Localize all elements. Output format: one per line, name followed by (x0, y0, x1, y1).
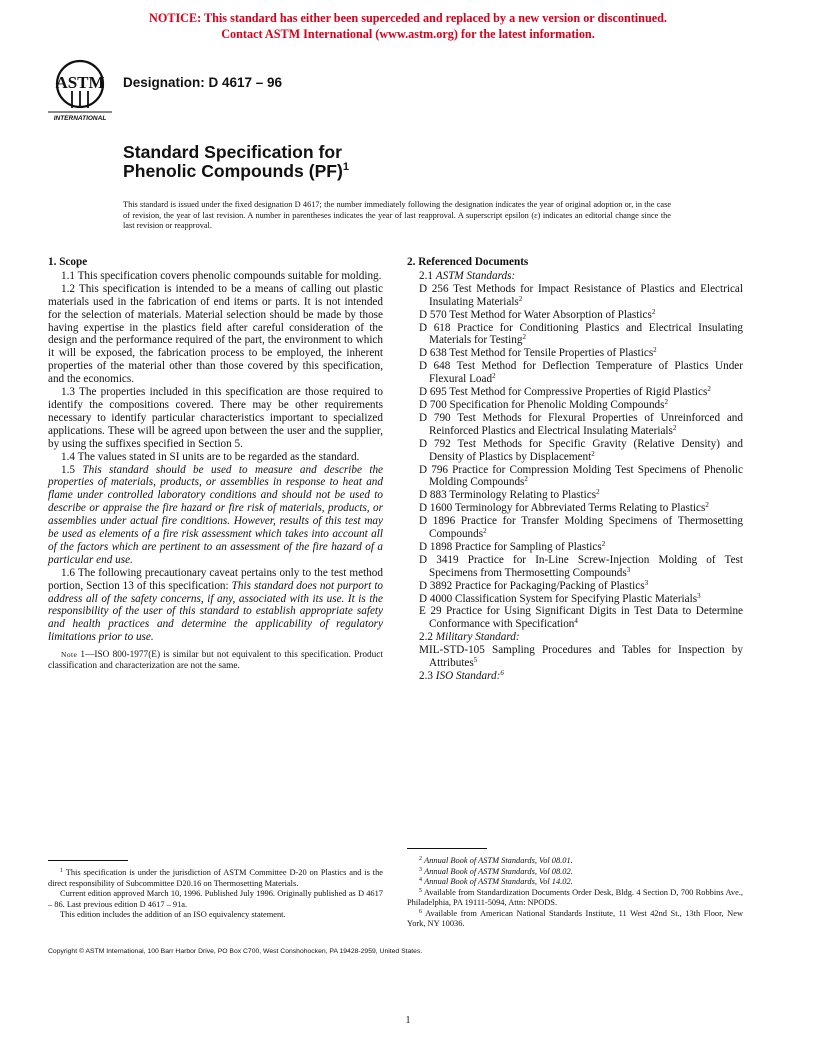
left-column (48, 256, 383, 672)
title-footnote-mark: 1 (342, 161, 350, 173)
paragraph-1-4: 1.4 The values stated in SI units are to be regarded as the standard. (61, 450, 360, 463)
paragraph-1-1: 1.1 This specification covers phenolic compounds suitable for molding. (61, 269, 382, 282)
note-1: Note 1—ISO 800-1977(E) is similar but not equivalent to this specification. Product classification and characterization are not the same. (48, 650, 383, 672)
page-title (123, 143, 349, 181)
reference-item: D 1896 Practice for Transfer Molding Specimens of Thermosetting Compounds$^2$ (419, 515, 743, 541)
reference-list (407, 283, 743, 631)
edition-statement: Current edition approved March 10, 1996. Published July 1996. Originally published as D 4617 – 86. Last previous edition D 4617 – 91a. (48, 889, 383, 909)
designation: Designation: D 4617 – 96 (123, 75, 283, 90)
notice-line-2: Contact ASTM International (www.astm.org) for the latest information. (221, 27, 595, 41)
reference-item: D 695 Test Method for Compressive Properties of Rigid Plastics$^2$ (419, 385, 711, 399)
paragraph-1-6: 1.6 The following precautionary caveat pertains only to the test method portion, Section 13 of this specification: This standard does not purport to address all of the safety concerns, if any, associated with its use. It is the responsibility of the user of this standard to establish appropriate safety and health practices and determine the applicability of regulatory limitations prior to use. (48, 566, 384, 644)
footnote-5: $^5$ Available from Standardization Documents Order Desk, Bldg. 4 Section D, 700 Robbins Ave., Philadelphia, PA 19111-5094, Attn: NPODS. (407, 887, 743, 907)
reference-item: D 1898 Practice for Sampling of Plastics$^2$ (419, 539, 606, 553)
section-heading-referenced-documents: 2. Referenced Documents (407, 256, 529, 268)
logo-text: INTERNATIONAL (53, 115, 107, 122)
paragraph-1-2: 1.2 This specification is intended to be a means of calling out plastic materials used in the fabrication of end items or parts. It is not intended for the selection of materials. Material selection should be made by those having expertise in the plastics field after careful consideration of the design and the performance required of the part, the environment to which it will be exposed, the fabrication process to be employed, the inherent properties of the material other than those covered by this specification, and the economics. (48, 282, 383, 386)
footnote-3: $^3$ Annual Book of ASTM Standards, Vol 08.02. (419, 866, 573, 876)
reference-item: D 648 Test Method for Deflection Temperature of Plastics Under Flexural Load$^2$ (419, 360, 743, 386)
right-column (407, 256, 743, 683)
footnotes-right (407, 856, 743, 930)
reference-item: D 700 Specification for Phenolic Molding Compounds$^2$ (419, 397, 668, 411)
reference-item: MIL-STD-105 Sampling Procedures and Tables for Inspection by Attributes$^5$ (419, 644, 743, 670)
paragraph-1-3: 1.3 The properties included in this specification are those required to identify the compositions covered. There may be other requirements necessary to identify particular characteristics important to specialized applications. These will be agreed upon between the user and the supplier, by using the suffixes specified in Section 5. (48, 386, 383, 450)
reference-item: D 4000 Classification System for Specifying Plastic Materials$^3$ (419, 591, 701, 605)
copyright-line: Copyright © ASTM International, 100 Barr Harbor Drive, PO Box C700, West Conshohocken, PA 19428-2959, United States. (48, 948, 423, 955)
military-standard-label: 2.2 Military Standard: (419, 631, 520, 644)
reference-item: E 29 Practice for Using Significant Digits in Test Data to Determine Conformance with Specification$^4$ (419, 605, 743, 631)
reference-item: D 883 Terminology Relating to Plastics$^2$ (419, 488, 600, 502)
reference-item: D 638 Test Method for Tensile Properties of Plastics$^2$ (419, 346, 657, 360)
footnote-4: $^4$ Annual Book of ASTM Standards, Vol 14.02. (419, 877, 573, 886)
reference-item: D 796 Practice for Compression Molding Test Specimens of Phenolic Molding Compounds$^2$ (419, 463, 743, 489)
discontinued-notice (0, 10, 816, 42)
reference-item: D 3892 Practice for Packaging/Packing of Plastics$^3$ (419, 578, 649, 592)
iso-equivalency-statement: This edition includes the addition of an ISO equivalency statement. (60, 910, 286, 919)
footnote-2: $^2$ Annual Book of ASTM Standards, Vol 08.01. (419, 856, 573, 865)
reference-item: D 256 Test Methods for Impact Resistance of Plastics and Electrical Insulating Materials$^2$ (419, 282, 743, 308)
paragraph-1-5: 1.5 This standard should be used to measure and describe the properties of materials, products, or assemblies in response to heat and flame under controlled laboratory conditions and should not be used to describe or appraise the fire hazard or fire risk of materials, products, or assemblies under actual fire conditions. However, results of this test may be used as elements of a fire risk assessment which takes into account all of the factors which are pertinent to an assessment of the fire hazard of a particular end use. (48, 463, 384, 566)
iso-standard-label: 2.3 ISO Standard:$^6$ (419, 669, 504, 682)
page-number: 1 (405, 1015, 411, 1026)
astm-standards-label: 2.1 ASTM Standards: (419, 269, 516, 282)
section-heading-scope: 1. Scope (48, 256, 88, 268)
reference-item: D 3419 Practice for In-Line Screw-Injection Molding of Test Specimens from Thermosetting Compounds$^3$ (419, 553, 743, 579)
reference-item: D 570 Test Method for Water Absorption of Plastics$^2$ (419, 307, 656, 321)
reference-item: D 618 Practice for Conditioning Plastics and Electrical Insulating Materials for Testing$^2$ (419, 321, 743, 347)
footnote-1: $^1$ This specification is under the jurisdiction of ASTM Committee D-20 on Plastics and is the direct responsibility of Subcommittee D20.16 on Thermosetting Materials. (48, 868, 383, 888)
reference-item: D 790 Test Methods for Flexural Properties of Unreinforced and Reinforced Plastics and Electrical Insulating Materials$^2$ (419, 411, 743, 437)
footnote-divider-right (407, 848, 487, 849)
svg-text:ASTM: ASTM (55, 73, 105, 92)
footnotes-left (48, 868, 383, 921)
issuance-statement: This standard is issued under the fixed designation D 4617; the number immediately following the designation indicates the year of original adoption or, in the case of revision, the year of last revision. A number in parentheses indicates the year of last reapproval. A superscript epsilon (ε) indicates an editorial change since the last revision or reapproval. (123, 200, 671, 230)
astm-logo (46, 58, 114, 122)
footnote-6: $^6$ Available from American National Standards Institute, 11 West 42nd St., 13th Floor, New York, NY 10036. (407, 908, 744, 928)
reference-item: D 1600 Terminology for Abbreviated Terms Relating to Plastics$^2$ (419, 501, 709, 515)
title-line-1: Standard Specification for (123, 142, 342, 162)
reference-item: D 792 Test Methods for Specific Gravity (Relative Density) and Density of Plastics by Displacement$^2$ (419, 437, 743, 463)
title-line-2: Phenolic Compounds (PF)$^1$ (123, 161, 350, 181)
notice-line-1: NOTICE: This standard has either been superceded and replaced by a new version or discontinued. (149, 11, 667, 25)
footnote-divider-left (48, 860, 128, 861)
